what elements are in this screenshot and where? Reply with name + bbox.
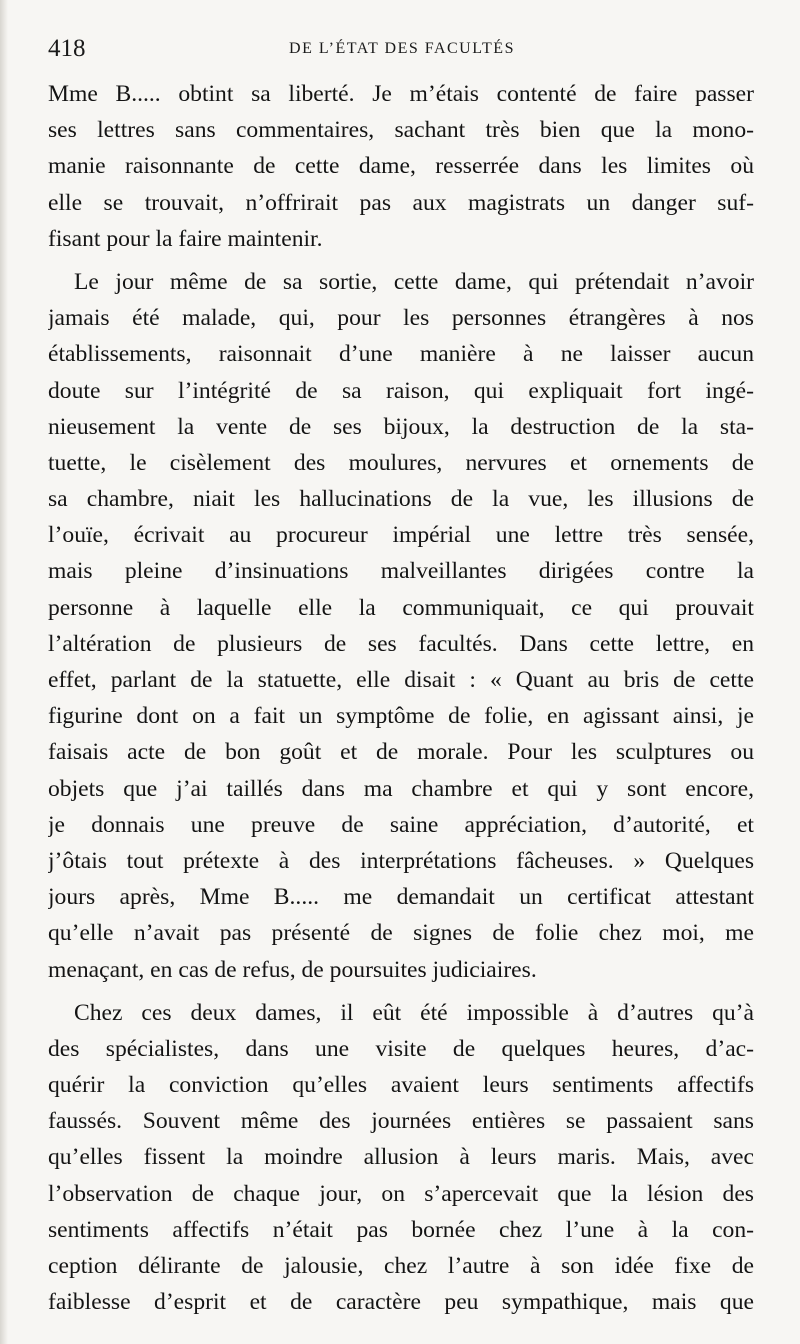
text-line: ception délirante de jalousie, chez l’autre à son idée fixe de [48, 1253, 754, 1279]
text-line: figurine dont on a fait un symptôme de folie, en agissant ainsi, je [48, 703, 754, 730]
text-line: Chez ces deux dames, il eût été impossible à d’autres qu’à [74, 999, 754, 1026]
running-head [48, 34, 756, 64]
text-line: manie raisonnante de cette dame, resserrée dans les limites où [48, 153, 754, 180]
text-line: menaçant, en cas de refus, de poursuites judiciaires. [48, 956, 537, 983]
text-line: fisant pour la faire maintenir. [48, 225, 323, 252]
text-line: Mme B..... obtint sa liberté. Je m’étais contenté de faire passer [48, 81, 754, 107]
text-line: faiblesse d’esprit et de caractère peu sympathique, mais que [48, 1289, 754, 1316]
page-number: 418 [48, 35, 86, 62]
text-line: objets que j’ai taillés dans ma chambre et qui y sont encore, [48, 775, 754, 802]
text-line: qu’elle n’avait pas présenté de signes de folie chez moi, me [48, 920, 754, 947]
text-line: jamais été malade, qui, pour les personnes étrangères à nos [48, 305, 754, 332]
text-line: faisais acte de bon goût et de morale. Pour les sculptures ou [48, 739, 754, 766]
text-line: mais pleine d’insinuations malveillantes dirigées contre la [48, 558, 754, 585]
text-line: jours après, Mme B..... me demandait un certificat attestant [48, 884, 754, 911]
paragraph [48, 995, 754, 1321]
text-line: établissements, raisonnait d’une manière à ne laisser aucun [48, 341, 754, 368]
text-line: j’ôtais tout prétexte à des interprétations fâcheuses. » Quelques [48, 847, 754, 874]
text-line: effet, parlant de la statuette, elle disait : « Quant au bris de cette [48, 667, 754, 693]
text-line: faussés. Souvent même des journées entières se passaient sans [48, 1108, 754, 1135]
text-line: l’ouïe, écrivait au procureur impérial une lettre très sensée, [48, 522, 754, 549]
text-line: qu’elles fissent la moindre allusion à leurs maris. Mais, avec [48, 1144, 754, 1171]
text-line: ses lettres sans commentaires, sachant très bien que la mono- [48, 117, 754, 144]
text-line: tuette, le cisèlement des moulures, nervures et ornements de [48, 449, 754, 476]
text-line: sa chambre, niait les hallucinations de la vue, les illusions de [48, 486, 754, 513]
text-line: sentiments affectifs n’était pas bornée chez l’une à la con- [48, 1216, 754, 1243]
text-line: Le jour même de sa sortie, cette dame, qui prétendait n’avoir [74, 268, 754, 295]
text-line: personne à laquelle elle la communiquait, ce qui prouvait [48, 594, 754, 621]
paragraph [48, 264, 754, 988]
text-line: je donnais une preuve de saine appréciation, d’autorité, et [48, 811, 754, 838]
text-line: l’altération de plusieurs de ses facultés. Dans cette lettre, en [48, 630, 754, 657]
body-text [48, 76, 754, 1320]
text-line: elle se trouvait, n’offrirait pas aux magistrats un danger suf- [48, 189, 754, 216]
paragraph [48, 76, 754, 257]
text-line: quérir la conviction qu’elles avaient leurs sentiments affectifs [48, 1072, 754, 1099]
text-line: nieusement la vente de ses bijoux, la destruction de la sta- [48, 413, 754, 440]
page-edge-shadow [0, 0, 8, 1344]
text-line: l’observation de chaque jour, on s’apercevait que la lésion des [48, 1180, 754, 1207]
running-title: DE L’ÉTAT DES FACULTÉS [289, 40, 515, 57]
text-line: doute sur l’intégrité de sa raison, qui expliquait fort ingé- [48, 377, 754, 404]
text-line: des spécialistes, dans une visite de quelques heures, d’ac- [48, 1035, 754, 1062]
